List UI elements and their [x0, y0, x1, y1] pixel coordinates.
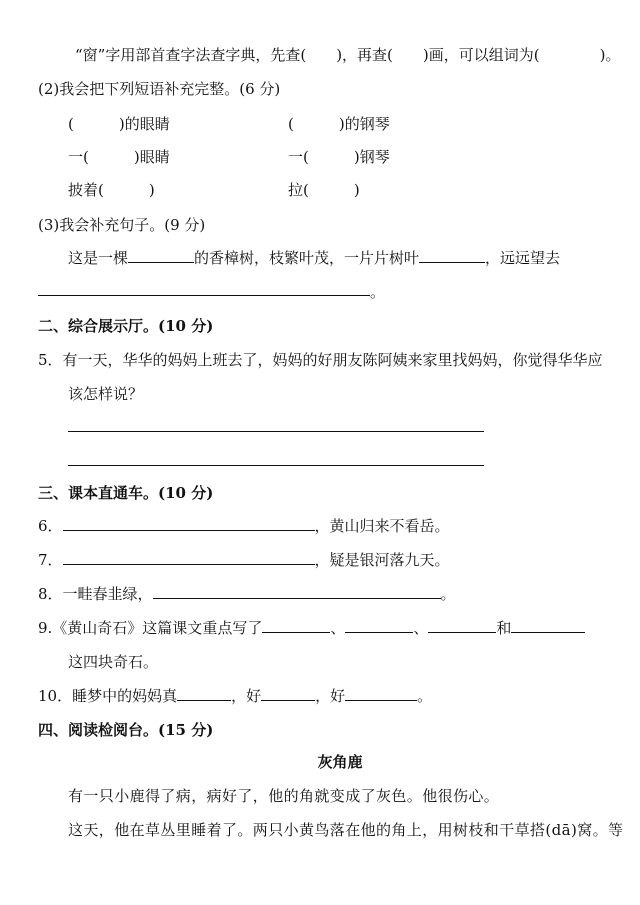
sentence-period: 。 [370, 283, 386, 301]
answer-rule-3 [68, 465, 484, 466]
answer-rule-1 [38, 295, 370, 296]
q9-text: 9.《黄山奇石》这篇课文重点写了 [38, 619, 263, 637]
q10-text: 10．睡梦中的妈妈真 [38, 687, 178, 705]
section-3-heading: 三、课本直通车。(10 分) [38, 484, 214, 502]
phrase-3a: 披着( ) [68, 181, 155, 199]
sentence-mid: 的香樟树，枝繁叶茂，一片片树叶 [194, 249, 420, 267]
q7-blank [63, 550, 315, 565]
phrase-2b: 一( )钢琴 [288, 148, 390, 166]
sentence-line [68, 248, 560, 268]
part2-heading: (2)我会把下列短语补充完整。(6 分) [38, 80, 281, 98]
reading-paragraph-2: 这天，他在草丛里睡着了。两只小黄鸟落在他的角上，用树枝和干草搭(dā)窝。等 [68, 821, 624, 839]
q9-line [38, 618, 585, 638]
phrase-1b: ( )的钢琴 [288, 115, 390, 133]
q6-text: ，黄山归来不看岳。 [314, 517, 450, 535]
q9-blank-2 [345, 618, 413, 633]
sentence-end: ，远远望去 [485, 249, 561, 267]
q6-blank [63, 516, 315, 531]
q8-blank [153, 584, 441, 599]
q10-mid-2: ，好 [315, 687, 346, 705]
reading-title: 灰角鹿 [317, 753, 363, 771]
q8-end: 。 [440, 585, 456, 603]
blank-2 [419, 248, 485, 263]
q7-text: ，疑是银河落九天。 [314, 551, 450, 569]
q10-blank-3 [345, 686, 417, 701]
part3-heading: (3)我会补充句子。(9 分) [38, 216, 206, 234]
sentence-start: 这是一棵 [68, 249, 129, 267]
phrase-2a: 一( )眼睛 [68, 148, 170, 166]
blank-1 [128, 248, 194, 263]
q5-line-1: 5．有一天，华华的妈妈上班去了，妈妈的好朋友陈阿姨来家里找妈妈，你觉得华华应 [38, 351, 603, 369]
q10-line [38, 686, 432, 706]
q10-mid-1: ，好 [231, 687, 262, 705]
q9-sep-1: 、 [330, 619, 346, 637]
answer-rule-2 [68, 431, 484, 432]
section-4-heading: 四、阅读检阅台。(15 分) [38, 721, 214, 739]
q6-number: 6． [38, 517, 63, 535]
q10-blank-2 [261, 686, 315, 701]
reading-paragraph-1: 有一只小鹿得了病，病好了，他的角就变成了灰色。他很伤心。 [68, 787, 500, 805]
q9-and: 和 [496, 619, 512, 637]
phrase-3b: 拉( ) [288, 181, 360, 199]
q9-blank-4 [511, 618, 585, 633]
q10-blank-1 [177, 686, 231, 701]
q1-line: “窗”字用部首查字法查字典，先查( )，再查( )画，可以组词为( )。 [75, 46, 621, 64]
q9-sep-2: 、 [413, 619, 429, 637]
phrase-1a: ( )的眼睛 [68, 115, 170, 133]
q9-blank-3 [428, 618, 496, 633]
q7-line [38, 550, 450, 570]
q7-number: 7． [38, 551, 63, 569]
q8-text: 8．一畦春韭绿， [38, 585, 153, 603]
q10-end: 。 [417, 687, 433, 705]
q5-line-2: 该怎样说？ [68, 385, 144, 403]
q6-line [38, 516, 450, 536]
q9-line-2: 这四块奇石。 [68, 653, 159, 671]
section-2-heading: 二、综合展示厅。(10 分) [38, 317, 214, 335]
q9-blank-1 [262, 618, 330, 633]
q8-line [38, 584, 456, 604]
